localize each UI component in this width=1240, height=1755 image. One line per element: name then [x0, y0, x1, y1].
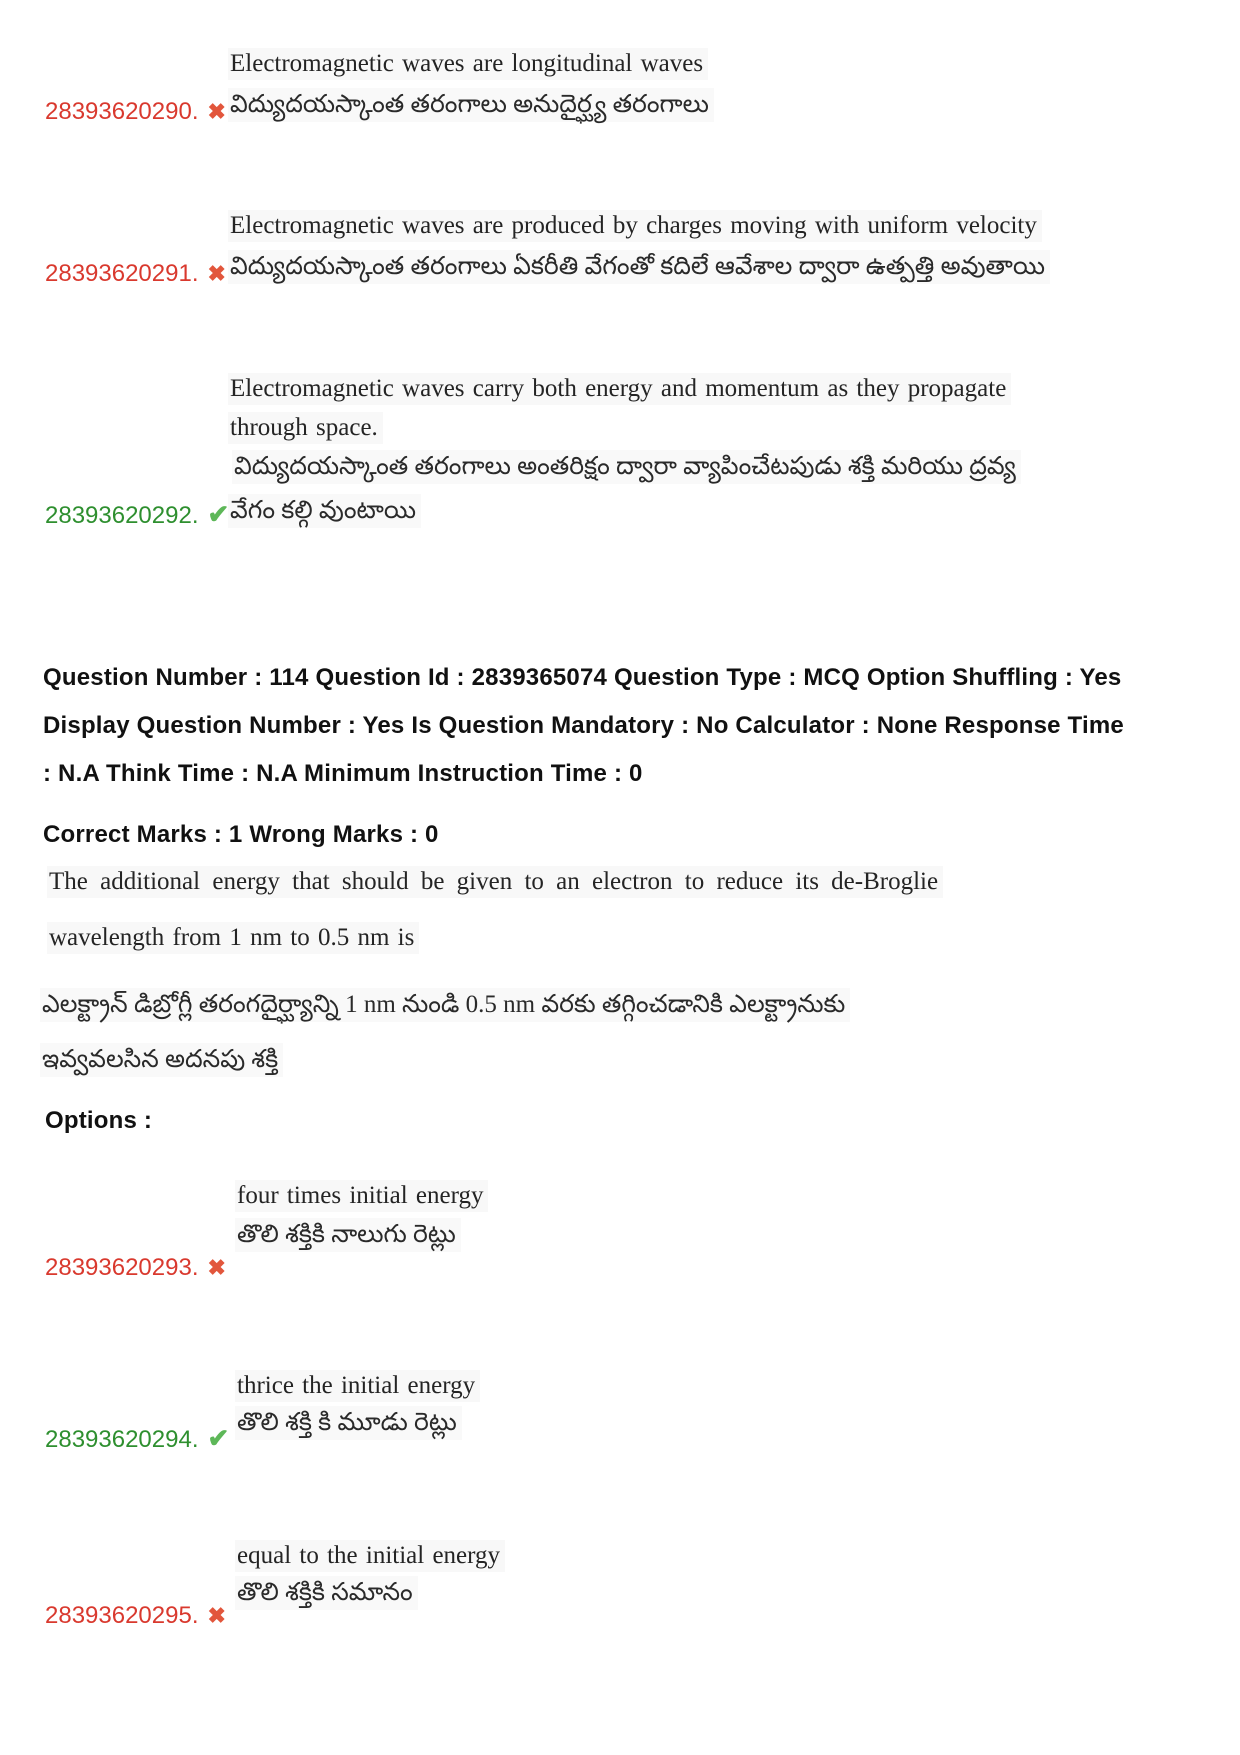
wrong-mark-icon: ✖ — [207, 1255, 226, 1280]
prev-option-2-text-te: విద్యుదయస్కాంత తరంగాలు ఏకరీతి వేగంతో కదిలే ఆవేశాల ద్వారా ఉత్పత్తి అవుతాయి — [228, 250, 1050, 284]
question-text-te-line1: ఎలక్ట్రాన్ డిబ్రోగ్లీ తరంగదైర్ఘ్యాన్ని 1 nm నుండి 0.5 nm వరకు తగ్గించడానికి ఎలక్ట్రానుకు — [40, 988, 850, 1022]
prev-option-1-text-en: Electromagnetic waves are longitudinal waves — [228, 48, 708, 80]
wrong-mark-icon: ✖ — [207, 1603, 226, 1628]
question-meta-line3: : N.A Think Time : N.A Minimum Instruction Time : 0 — [43, 760, 643, 787]
wrong-mark-icon: ✖ — [207, 261, 226, 286]
prev-option-2-id-row — [45, 260, 226, 288]
prev-option-1-id: 28393620290. — [45, 98, 199, 125]
prev-option-2-id: 28393620291. — [45, 260, 199, 287]
prev-option-2-text-en: Electromagnetic waves are produced by charges moving with uniform velocity — [228, 210, 1042, 242]
option-b-id: 28393620294. — [45, 1426, 199, 1453]
option-c-id-row — [45, 1602, 226, 1630]
wrong-mark-icon: ✖ — [207, 99, 226, 124]
question-text-en-line2: wavelength from 1 nm to 0.5 nm is — [47, 922, 419, 954]
options-label: Options : — [45, 1107, 153, 1134]
prev-option-3-text-en-line2: through space. — [228, 412, 383, 444]
question-meta-line2: Display Question Number : Yes Is Question Mandatory : No Calculator : None Response Time — [43, 712, 1124, 739]
question-text-te-line2: ఇవ్వవలసిన అదనపు శక్తి — [40, 1043, 283, 1077]
prev-option-3-id-row — [45, 500, 229, 530]
prev-option-3-text-en-line1: Electromagnetic waves carry both energy and momentum as they propagate — [228, 373, 1011, 405]
correct-mark-icon: ✔ — [207, 1423, 230, 1453]
option-b-id-row — [45, 1424, 229, 1454]
prev-option-1-text-te: విద్యుదయస్కాంత తరంగాలు అనుదైర్ఘ్య తరంగాలు — [228, 88, 714, 122]
option-b-text-en: thrice the initial energy — [235, 1370, 480, 1402]
prev-option-3-text-te-line1: విద్యుదయస్కాంత తరంగాలు అంతరిక్షం ద్వారా వ్యాపించేటపుడు శక్తి మరియు ద్రవ్య — [232, 450, 1021, 484]
prev-option-1-id-row — [45, 98, 226, 126]
correct-mark-icon: ✔ — [207, 499, 230, 529]
option-a-id: 28393620293. — [45, 1254, 199, 1281]
option-a-text-en: four times initial energy — [235, 1180, 488, 1212]
question-text-en-line1: The additional energy that should be given to an electron to reduce its de-Broglie — [47, 866, 943, 898]
option-c-text-te: తొలి శక్తికి సమానం — [235, 1576, 418, 1610]
option-b-text-te: తొలి శక్తి కి మూడు రెట్లు — [235, 1406, 462, 1440]
option-a-text-te: తొలి శక్తికి నాలుగు రెట్లు — [235, 1218, 461, 1252]
prev-option-3-text-te-line2: వేగం కల్గి వుంటాయి — [228, 494, 421, 528]
option-a-id-row — [45, 1254, 226, 1282]
option-c-id: 28393620295. — [45, 1602, 199, 1629]
option-c-text-en: equal to the initial energy — [235, 1540, 505, 1572]
prev-option-3-id: 28393620292. — [45, 502, 199, 529]
question-meta-line1: Question Number : 114 Question Id : 2839365074 Question Type : MCQ Option Shuffling : Yes — [43, 664, 1122, 691]
question-marks-line: Correct Marks : 1 Wrong Marks : 0 — [43, 821, 439, 848]
